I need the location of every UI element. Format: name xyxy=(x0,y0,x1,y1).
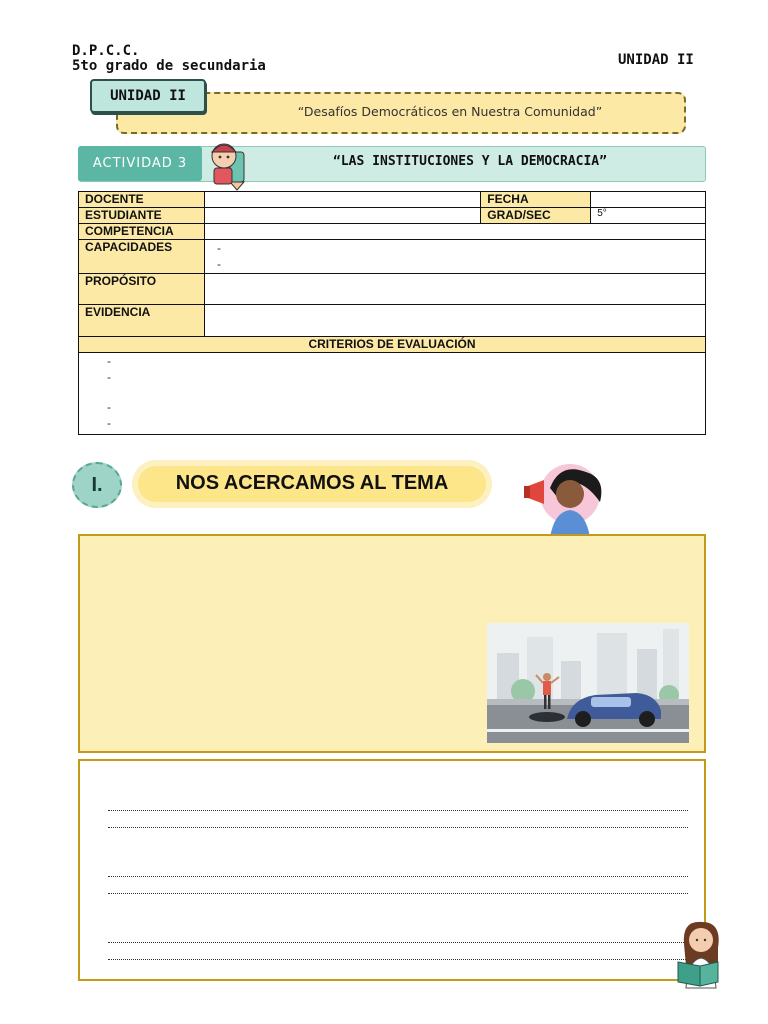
criterio-item: - xyxy=(107,370,111,384)
capacidades-label: CAPACIDADES xyxy=(79,240,205,274)
writing-line[interactable] xyxy=(108,810,688,811)
student-pencil-icon xyxy=(204,138,256,192)
writing-line[interactable] xyxy=(108,942,688,943)
writing-line[interactable] xyxy=(108,959,688,960)
competencia-field[interactable] xyxy=(204,224,705,240)
writing-line[interactable] xyxy=(108,876,688,877)
header-left xyxy=(72,44,266,74)
proposito-label: PROPÓSITO xyxy=(79,274,205,305)
capacidades-field[interactable] xyxy=(204,240,705,274)
writing-line[interactable] xyxy=(108,893,688,894)
docente-field[interactable] xyxy=(204,192,480,208)
girl-reading-illustration xyxy=(672,918,728,990)
criterio-item: - xyxy=(107,400,111,414)
info-table xyxy=(78,191,706,435)
fecha-label: FECHA xyxy=(481,192,591,208)
capacidad-item: - xyxy=(216,241,221,255)
fecha-field[interactable] xyxy=(591,192,706,208)
org-name: D.P.C.C. xyxy=(72,43,140,59)
unit-title: “Desafíos Democráticos en Nuestra Comunidad” xyxy=(297,104,603,119)
docente-label: DOCENTE xyxy=(79,192,205,208)
evidencia-label: EVIDENCIA xyxy=(79,305,205,337)
girl-megaphone-illustration xyxy=(520,458,616,538)
unit-tag: UNIDAD II xyxy=(90,79,206,113)
evidencia-field[interactable] xyxy=(204,305,705,337)
capacidad-item: - xyxy=(216,257,221,271)
criterios-heading: CRITERIOS DE EVALUACIÓN xyxy=(79,337,706,353)
activity-tag: ACTIVIDAD 3 xyxy=(78,146,202,181)
section-number: I. xyxy=(72,462,122,508)
estudiante-field[interactable] xyxy=(204,208,480,224)
estudiante-label: ESTUDIANTE xyxy=(79,208,205,224)
grad-sec-label: GRAD/SEC xyxy=(481,208,591,224)
competencia-label: COMPETENCIA xyxy=(79,224,205,240)
writing-line[interactable] xyxy=(108,827,688,828)
grade-label: 5to grado de secundaria xyxy=(72,58,266,74)
criterio-item: - xyxy=(107,354,111,368)
street-pothole-illustration xyxy=(487,623,689,743)
activity-title: “LAS INSTITUCIONES Y LA DEMOCRACIA” xyxy=(333,154,607,169)
criterio-item: - xyxy=(107,416,111,430)
proposito-field[interactable] xyxy=(204,274,705,305)
section-title: NOS ACERCAMOS AL TEMA xyxy=(175,472,449,494)
writing-box[interactable] xyxy=(78,759,706,981)
grad-sec-field[interactable]: 5° xyxy=(591,208,706,224)
unit-label-right: UNIDAD II xyxy=(618,52,694,68)
criterios-field[interactable] xyxy=(79,353,706,435)
